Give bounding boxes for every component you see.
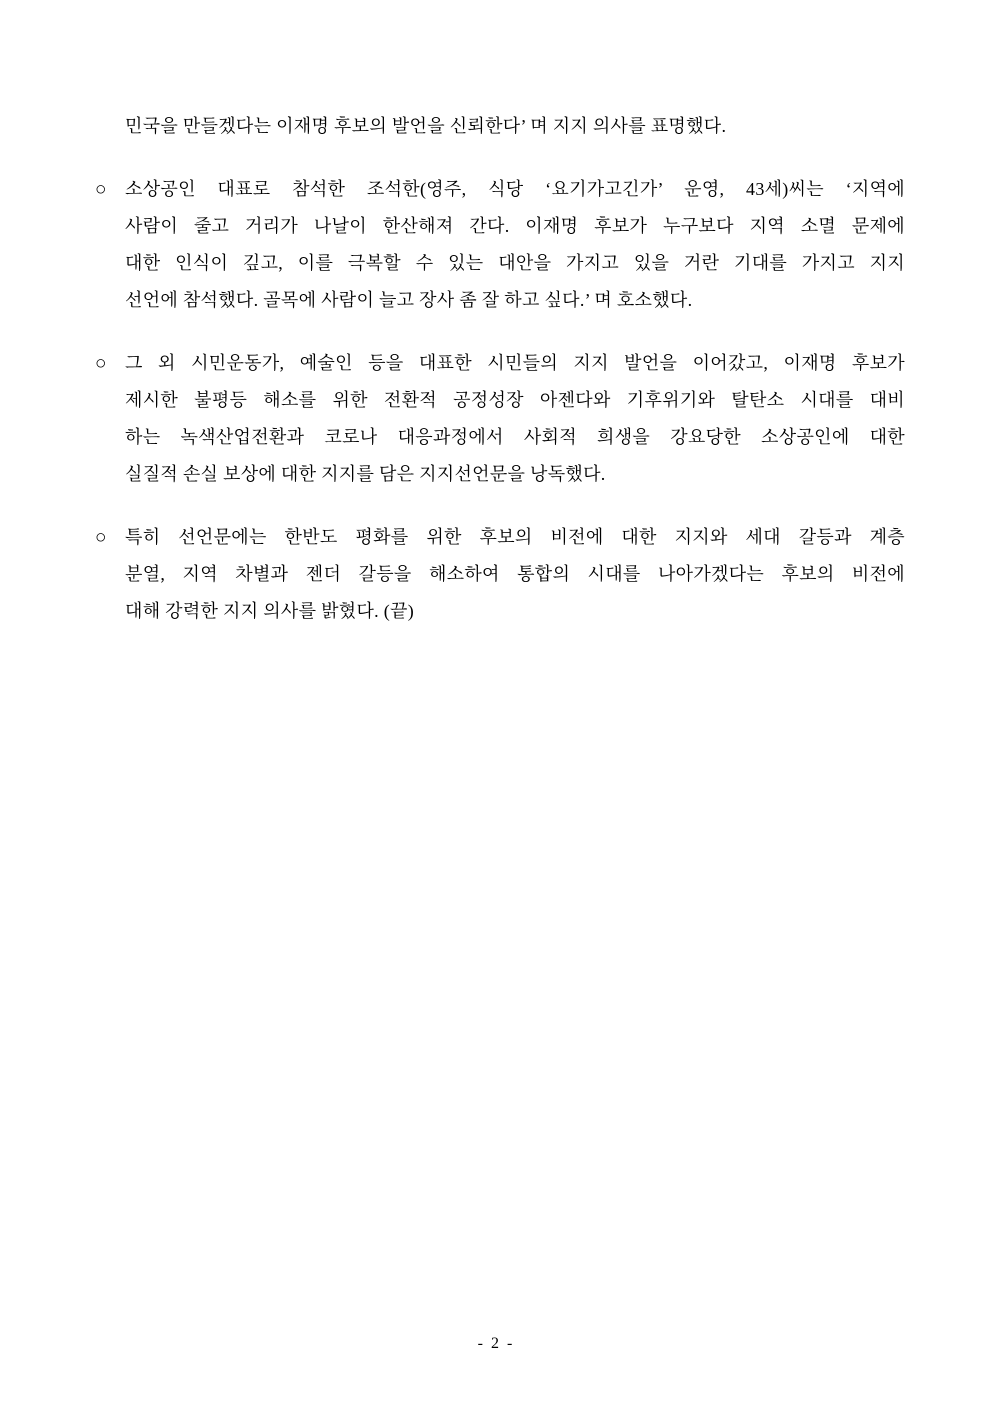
- bullet-paragraph-1: [95, 171, 905, 319]
- circle-bullet-icon: ○: [95, 179, 107, 200]
- text-line: 제시한 불평등 해소를 위한 전환적 공정성장 아젠다와 기후위기와 탈탄소 시대를 대비: [125, 390, 905, 410]
- text-line: 대해 강력한 지지 의사를 밝혔다. (끝): [125, 601, 415, 621]
- page-number: - 2 -: [477, 1335, 515, 1352]
- text-line: 분열, 지역 차별과 젠더 갈등을 해소하여 통합의 시대를 나아가겠다는 후보의 비전에: [125, 564, 905, 584]
- document-body: [95, 108, 905, 630]
- text-line: 실질적 손실 보상에 대한 지지를 담은 지지선언문을 낭독했다.: [125, 464, 606, 484]
- bullet-paragraph-2: [95, 345, 905, 493]
- text-line: 사람이 줄고 거리가 나날이 한산해져 간다. 이재명 후보가 누구보다 지역 소멸 문제에: [125, 216, 905, 236]
- text-line: 그 외 시민운동가, 예술인 등을 대표한 시민들의 지지 발언을 이어갔고, 이재명 후보가: [125, 353, 905, 373]
- text-line: 소상공인 대표로 참석한 조석한(영주, 식당 ‘요기가고긴가’ 운영, 43세)씨는 ‘지역에: [125, 179, 905, 199]
- circle-bullet-icon: ○: [95, 353, 107, 374]
- paragraph-lines: [125, 171, 905, 319]
- text-line: 하는 녹색산업전환과 코로나 대응과정에서 사회적 희생을 강요당한 소상공인에 대한: [125, 427, 905, 447]
- paragraph-continuation: [125, 108, 905, 145]
- bullet-paragraph-3: [95, 519, 905, 630]
- text-line: 특히 선언문에는 한반도 평화를 위한 후보의 비전에 대한 지지와 세대 갈등과 계층: [125, 527, 905, 547]
- circle-bullet-icon: ○: [95, 527, 107, 548]
- text-line: 민국을 만들겠다는 이재명 후보의 발언을 신뢰한다’ 며 지지 의사를 표명했다.: [125, 116, 727, 136]
- paragraph-lines: [125, 345, 905, 493]
- paragraph-lines: [125, 519, 905, 630]
- text-line: 대한 인식이 깊고, 이를 극복할 수 있는 대안을 가지고 있을 거란 기대를 가지고 지지: [125, 253, 905, 273]
- text-line: 선언에 참석했다. 골목에 사람이 늘고 장사 좀 잘 하고 싶다.’ 며 호소했다.: [125, 290, 693, 310]
